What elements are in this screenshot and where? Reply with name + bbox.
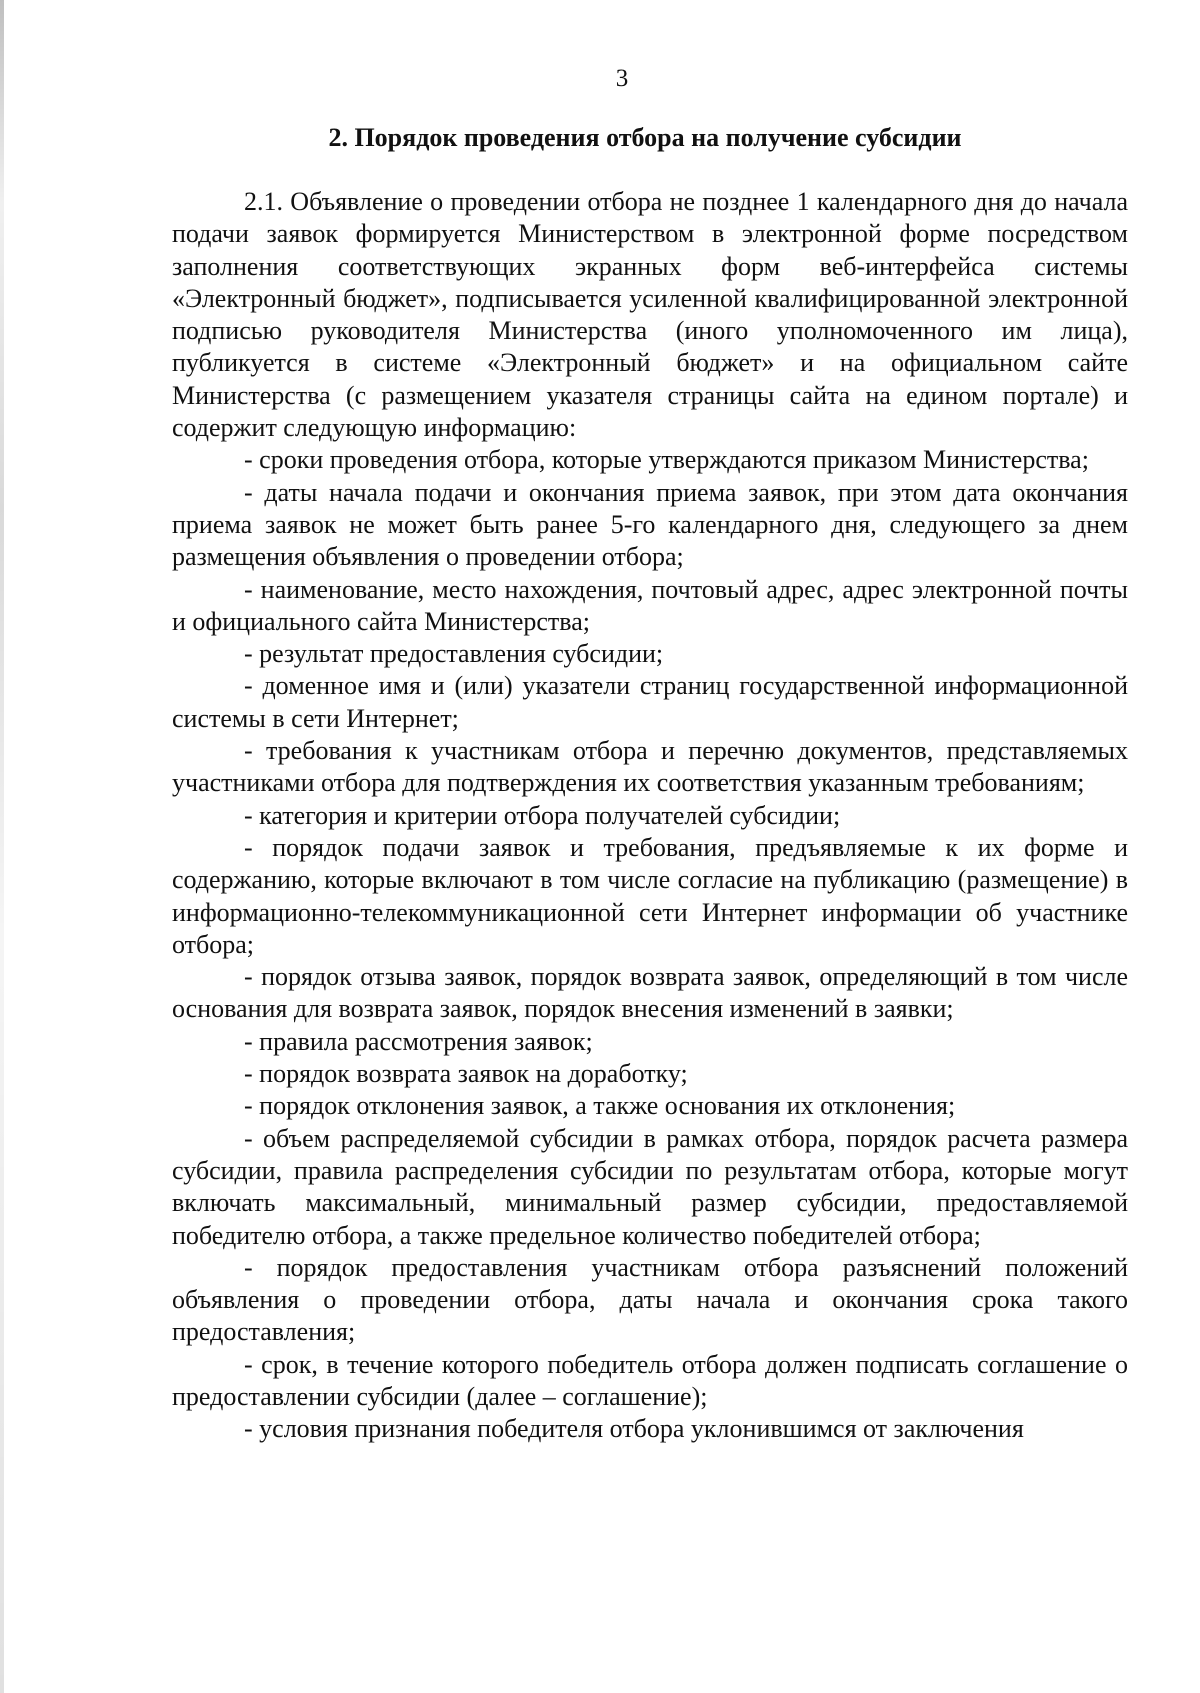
list-item-application-dates: - даты начала подачи и окончания приема заявок, при этом дата окончания приема заявок не может быть ранее 5-го календарного дня, следующего за днем размещения объявления о проведении отбора;	[172, 477, 1128, 572]
list-item-selection-dates: - сроки проведения отбора, которые утверждаются приказом Министерства;	[244, 445, 1089, 475]
section-title: 2. Порядок проведения отбора на получение субсидии	[328, 123, 962, 152]
list-item-domain-name: - доменное имя и (или) указатели страниц государственной информационной системы в сети Интернет;	[172, 671, 1128, 733]
document-body	[172, 186, 1128, 1446]
list-item-participant-requirements: - требования к участникам отбора и перечню документов, представляемых участниками отбора для подтверждения их соответствия указанным требованиям;	[172, 736, 1128, 798]
list-item-withdrawal-procedure: - порядок отзыва заявок, порядок возврата заявок, определяющий в том числе основания для возврата заявок, порядок внесения изменений в заявки;	[172, 962, 1128, 1024]
page-number: 3	[615, 65, 629, 92]
list-item-review-rules: - правила рассмотрения заявок;	[244, 1026, 593, 1056]
list-item-application-procedure: - порядок подачи заявок и требования, предъявляемые к их форме и содержанию, которые включают в том числе согласие на публикацию (размещение) в информационно-телекоммуникационной сети Интернет информации об участнике отбора;	[172, 832, 1128, 959]
list-item-rejection-procedure: - порядок отклонения заявок, а также основания их отклонения;	[244, 1091, 956, 1121]
list-item-selection-criteria: - категория и критерии отбора получателей субсидии;	[244, 800, 841, 830]
list-item-ministry-contacts: - наименование, место нахождения, почтовый адрес, адрес электронной почты и официального сайта Министерства;	[172, 574, 1128, 636]
list-item-evasion-conditions: - условия признания победителя отбора уклонившимся от заключения	[244, 1414, 1024, 1444]
scan-edge-shadow	[0, 0, 4, 1693]
list-item-subsidy-volume: - объем распределяемой субсидии в рамках отбора, порядок расчета размера субсидии, правила распределения субсидии по результатам отбора, которые могут включать максимальный, минимальный размер субсидии, предоставляемой победителю отбора, а также предельное количество победителей отбора;	[172, 1123, 1128, 1250]
list-item-revision-return: - порядок возврата заявок на доработку;	[244, 1059, 688, 1089]
list-item-agreement-deadline: - срок, в течение которого победитель отбора должен подписать соглашение о предоставлении субсидии (далее – соглашение);	[172, 1349, 1128, 1411]
list-item-subsidy-result: - результат предоставления субсидии;	[244, 639, 664, 669]
paragraph-2-1: 2.1. Объявление о проведении отбора не позднее 1 календарного дня до начала подачи заявок формируется Министерством в электронной форме посредством заполнения соответствующих экранных форм веб-интерфейса системы «Электронный бюджет», подписывается усиленной квалифицированной электронной подписью руководителя Министерства (иного уполномоченного им лица), публикуется в системе «Электронный бюджет» и на официальном сайте Министерства (с размещением указателя страницы сайта на едином портале) и содержит следующую информацию:	[172, 187, 1128, 443]
list-item-clarifications: - порядок предоставления участникам отбора разъяснений положений объявления о проведении отбора, даты начала и окончания срока такого предоставления;	[172, 1252, 1128, 1347]
